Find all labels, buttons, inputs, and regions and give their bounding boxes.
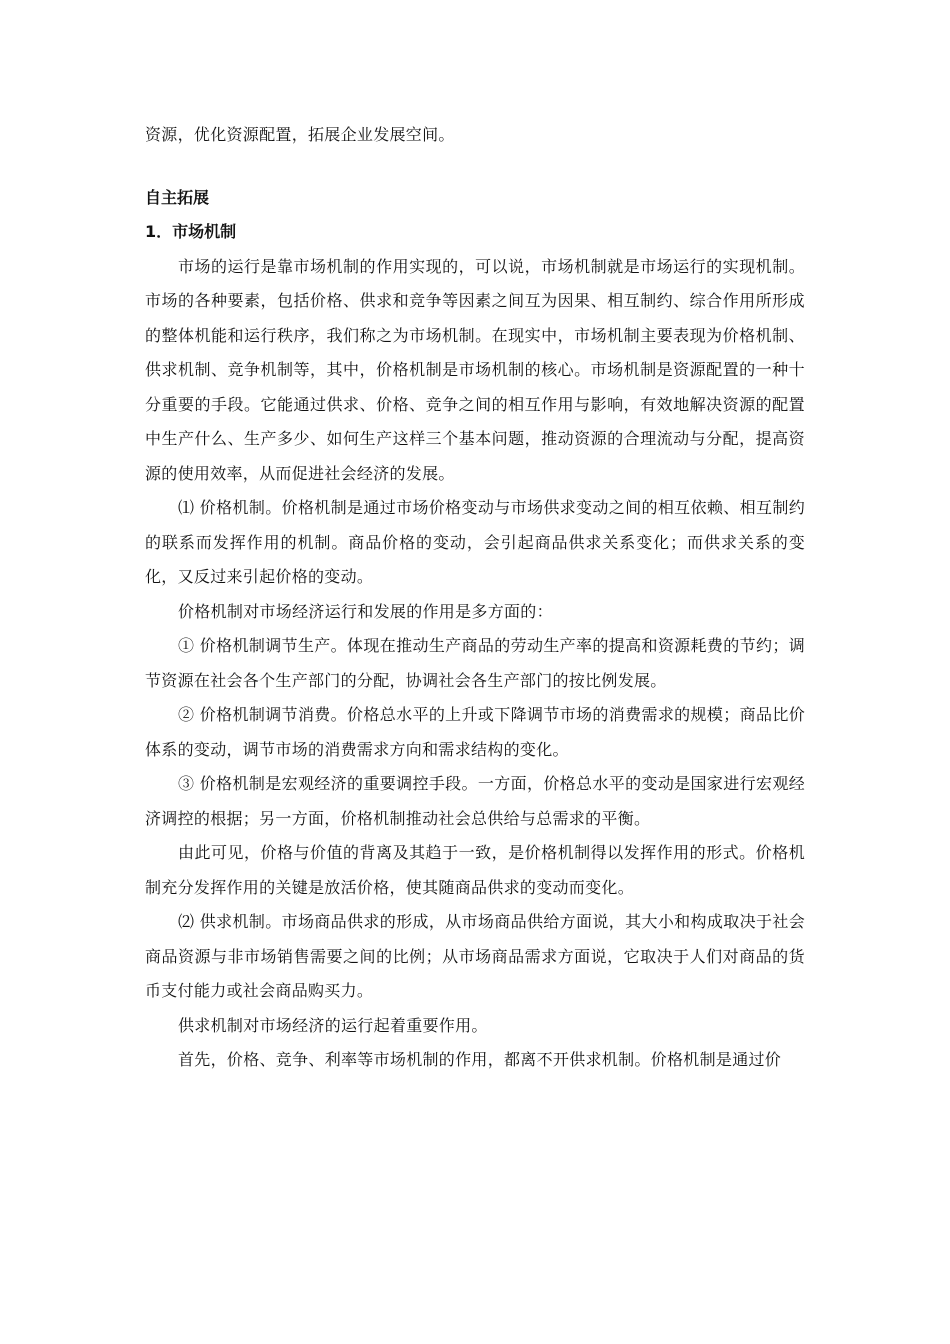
paragraph-price-regulates-consumption: ② 价格机制调节消费。价格总水平的上升或下降调节市场的消费需求的规模；商品比价体系的变动，调节市场的消费需求方向和需求结构的变化。	[145, 705, 805, 759]
subheading: 1．市场机制	[145, 222, 237, 241]
paragraph-first-point: 首先，价格、竞争、利率等市场机制的作用，都离不开供求机制。价格机制是通过价	[178, 1050, 782, 1069]
paragraph-market-mechanism: 市场的运行是靠市场机制的作用实现的，可以说，市场机制就是市场运行的实现机制。市场的各种要素，包括价格、供求和竞争等因素之间互为因果、相互制约、综合作用所形成的整体机能和运行秩序，我们称之为市场机制。在现实中，市场机制主要表现为价格机制、供求机制、竞争机制等，其中，价格机制是市场机制的核心。市场机制是资源配置的一种十分重要的手段。它能通过供求、价格、竞争之间的相互作用与影响，有效地解决资源的配置中生产什么、生产多少、如何生产这样三个基本问题，推动资源的合理流动与分配，提高资源的使用效率，从而促进社会经济的发展。	[145, 256, 805, 483]
paragraph-price-conclusion: 由此可见，价格与价值的背离及其趋于一致，是价格机制得以发挥作用的形式。价格机制充分发挥作用的关键是放活价格，使其随商品供求的变动而变化。	[145, 843, 805, 897]
section-heading: 自主拓展	[145, 187, 210, 207]
paragraph-price-regulates-production: ① 价格机制调节生产。体现在推动生产商品的劳动生产率的提高和资源耗费的节约；调节资源在社会各个生产部门的分配，协调社会各生产部门的按比例发展。	[145, 636, 805, 690]
section-gap	[145, 153, 805, 181]
opening-fragment: 资源，优化资源配置，拓展企业发展空间。	[145, 125, 455, 144]
paragraph-supply-demand-mechanism: ⑵ 供求机制。市场商品供求的形成，从市场商品供给方面说，其大小和构成取决于社会商品资源与非市场销售需要之间的比例；从市场商品需求方面说，它取决于人们对商品的货币支付能力或社会商品购买力。	[145, 912, 805, 1000]
paragraph-price-macro-control: ③ 价格机制是宏观经济的重要调控手段。一方面，价格总水平的变动是国家进行宏观经济调控的根据；另一方面，价格机制推动社会总供给与总需求的平衡。	[145, 774, 805, 828]
paragraph-supply-demand-role: 供求机制对市场经济的运行起着重要作用。	[178, 1015, 488, 1035]
document-page	[145, 118, 805, 1078]
paragraph-price-roles-intro: 价格机制对市场经济运行和发展的作用是多方面的：	[178, 601, 553, 621]
paragraph-price-mechanism: ⑴ 价格机制。价格机制是通过市场价格变动与市场供求变动之间的相互依赖、相互制约的联系而发挥作用的机制。商品价格的变动，会引起商品供求关系变化；而供求关系的变化，又反过来引起价格的变动。	[145, 498, 805, 586]
